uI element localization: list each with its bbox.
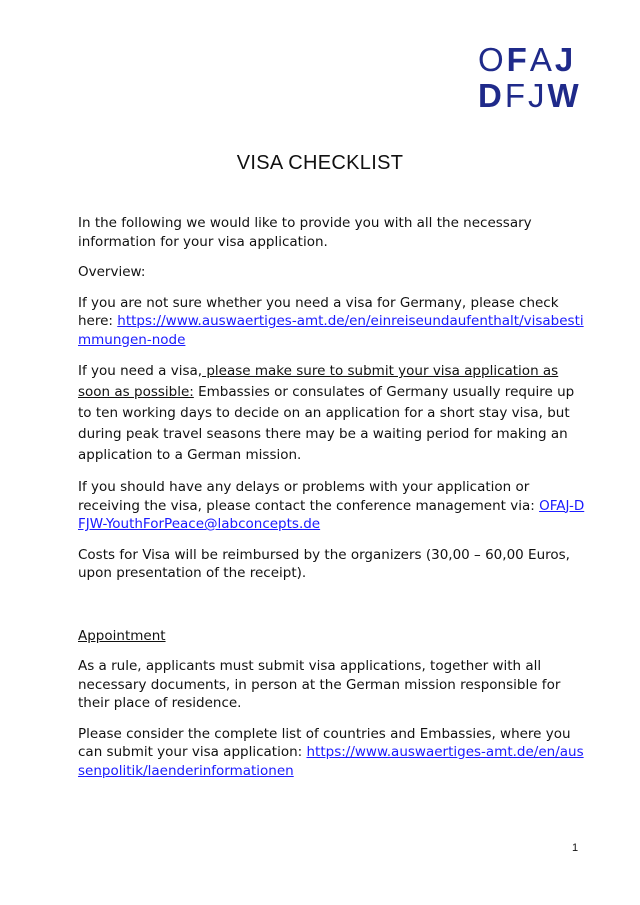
logo-letter: O — [478, 41, 507, 78]
country-information-link[interactable]: https://www.auswaertiges-amt.de/en/aussenpolitik/laenderinformationen — [78, 744, 584, 779]
page-number: 1 — [572, 842, 579, 854]
countries-text: Please consider the complete list of countries and Embassies, where you can submit your visa application: — [78, 725, 571, 760]
ofaj-dfjw-logo — [478, 42, 582, 114]
document-body — [78, 214, 588, 792]
logo-line-ofaj — [478, 42, 582, 78]
logo-letter: F — [506, 41, 530, 78]
intro-paragraph: In the following we would like to provide you with all the necessary information for your visa application. — [78, 215, 532, 250]
document-title: VISA CHECKLIST — [236, 152, 404, 174]
rule-paragraph: As a rule, applicants must submit visa applications, together with all necessary documents, in person at the German mission responsible for their place of residence. — [78, 658, 561, 711]
section-spacer — [78, 595, 588, 627]
delays-text: If you should have any delays or problems with your application or receiving the visa, please contact the conference management via: — [78, 479, 540, 514]
logo-letter: D — [478, 77, 505, 114]
need-visa-rest: Embassies or consulates of Germany usually require up to ten working days to decide on an application for a short stay visa, but during peak travel seasons there may be a waiting period for making an application to a German mission. — [78, 384, 575, 463]
logo-letter: W — [547, 77, 582, 114]
overview-label: Overview: — [78, 264, 146, 280]
logo-letter: A — [529, 41, 555, 78]
delays-paragraph — [78, 478, 588, 534]
visa-regulations-link[interactable]: https://www.auswaertiges-amt.de/en/einreiseundaufenthalt/visabestimmungen-node — [78, 313, 584, 348]
logo-letter: F — [504, 77, 529, 114]
logo-letter: J — [554, 41, 577, 78]
need-visa-underlined: please make sure to submit your visa application as soon as possible: — [78, 363, 559, 400]
need-visa-paragraph — [78, 361, 588, 466]
visa-check-text: If you are not sure whether you need a visa for Germany, please check here: — [78, 294, 559, 329]
countries-paragraph — [78, 725, 588, 781]
logo-letter: J — [528, 77, 548, 114]
costs-paragraph: Costs for Visa will be reimbursed by the organizers (30,00 – 60,00 Euros, upon presentation of the receipt). — [78, 546, 570, 581]
visa-check-paragraph — [78, 294, 588, 350]
need-visa-lead: If you need a visa, — [78, 363, 203, 379]
logo-line-dfjw — [478, 78, 582, 114]
appointment-heading: Appointment — [78, 627, 166, 644]
conference-email-link[interactable]: OFAJ-DFJW-YouthForPeace@labconcepts.de — [78, 497, 585, 532]
